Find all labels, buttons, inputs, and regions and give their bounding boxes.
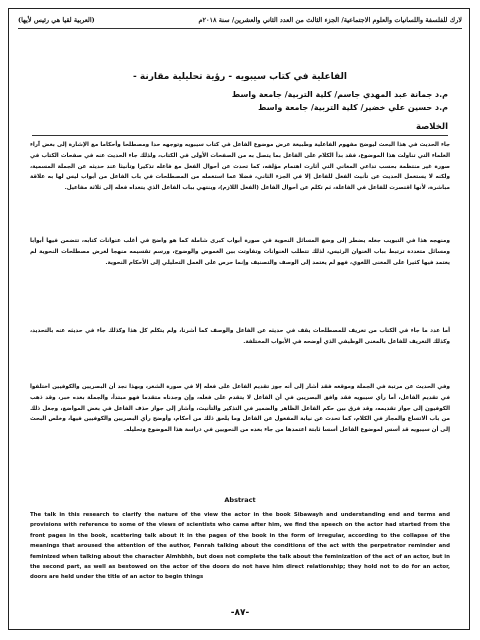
page-number: -٨٧-	[230, 608, 250, 618]
summary-heading: الخلاصة	[415, 122, 448, 132]
arabic-paragraph-1: جاء الحديث في هذا البحث ليوضح مفهوم الفاعلية وطبيعة عرض موضوع الفاعل في كتاب سيبويه وتوجهه حدا ومصطلحا وأحكاما مع الإشارة إلى بعض آراء العلماء التي تناولت هذا الموضوع، فقد بدأ الكلام على الفاعل بما يتصل به من الصفحات الأولى في الكتاب، ولذلك جاء الحديث عنه في صفحات الكتاب في صورة غير منتظمة بحسب تداعي المعاني التي أثارت اهتمام مؤلفه، كما تحدث عن أحوال الفعل مع فاعله تذكيرا وتأنيثا عند حديثه عن الجملة المسمية، ولكنه لا يستعمل الحديث عن تأنيث الفعل للفاعل إلا في الجزء الثاني، فضلا عما استعمله من المصطلحات في باب الفاعل من أبواب ليس لها به علاقة مباشرة، لأنها اقتصرت للفاعل في الفاعلة، ثم تكلم عن أحوال الفاعل (الفعل اللازم)، وينتهي بباب الفاعل الذي يتعداه فعله إلى ثلاثة مفاعيل.	[30, 142, 450, 192]
author-1: م.د جمانة عبد المهدي جاسم/ كلية التربية/ جامعة واسط	[231, 90, 448, 99]
summary-divider	[32, 135, 448, 136]
header-divider	[18, 28, 462, 29]
arabic-paragraph-4: وفي الحديث عن مرتبة في الجملة وموقعه فقد أشار إلى أنه جوز تقديم الفاعل على فعله إلا في صورة الشعر، وبهذا نجد أن البصريين والكوفيين اختلفوا في تقديم الفاعل، أما رأي سيبويه فقد وافق البصريين في أن الفاعل لا يتقدم على فعله، وإن وجدناه متقدما فهو مبتدأ، والجملة بعده خبر، وقد ذهب الكوفيون إلى جواز تقديمه، وقد فرق بين حكم الفاعل الظاهر والضمير في التذكير والتأنيث، وأشار إلى جواز حذف الفاعل في بعض المواضع، وجعل ذلك من باب الاتساع والمجاز في الكلام، كما تحدث عن نيابة المفعول عن الفاعل وما يلحق ذلك من أحكام، وأوضح رأي البصريين والكوفيين فيها، وخلص البحث إلى أن سيبويه قد أسس لموضوع الفاعل أسسا ثابتة اعتمدها من جاء بعده من النحويين في دراسة هذا الموضوع وتحليله.	[30, 384, 450, 434]
arabic-paragraph-2: ومنهجه هذا في التبويب جعله يضطر إلى وضع المسائل النحوية في صورة أبواب كبرى شاملة كما هو واضح في أغلب عنوانات كتابه، تتضمن فيها أبوابا ومسائل متعددة ترتبط بباب العنوان الرئيس، لذلك تتطلب العنوانات وتفاوتت بين الغموض والوضوح، ورسم تقسيمه منهجا لعرض مصطلحات النحوية لم يعتمد فيها كثيرا على المعنى اللغوي، فهو لم يعتمد إلى الوصف والتصنيف وإنما حرص على العمل التحليلي إلى الأحكام النحوية.	[30, 238, 450, 266]
journal-slogan: (العربية لقيا هي رئيس لأيها)	[18, 16, 95, 24]
arabic-paragraph-3: أما عدد ما جاء في الكتاب من تعريف للمصطلحات يقف في حديثه عن الفاعل والوصف كما أشرنا، ولم يتكلم كل هذا وكذلك جاء في حديثه عنه بالتحديد، وكذلك التعريف للفاعل بالمعنى الوظيفي الذي أوضحه في الأبواب المختلفة.	[30, 328, 450, 345]
author-2: م.د حسين علي خضير/ كلية التربية/ جامعة واسط	[258, 103, 448, 112]
abstract-heading: Abstract	[224, 496, 256, 504]
abstract-text: The talk in this research to clarify the nature of the view the actor in the book Sibawayh and understanding end and terms and provisions with reference to some of the views of scientists who came after him, we find the speech on the actor had started from the front pages in the book, scattering talk about it in the pages of the book in the form of irregular, according to the collapse of the meanings that aroused the attention of the author, Fenrah talking about the conditions of the act with the perpetrator reminder and feminized when talking about the character Almhbhh, but does not complete the talk about the feminization of the act of an actor, but in the second part, as well as bestowed on the actor of the doors do not have him direct relationship; they hold not to do for an actor, doors are held under the title of an actor to begin things	[30, 512, 450, 581]
author-list	[148, 88, 448, 114]
journal-name: لارك للفلسفة واللسانيات والعلوم الاجتماعية/ الجزء الثالث من العدد الثاني والعشرين/ سنة ٢٠١٨م	[198, 16, 462, 24]
running-header	[18, 14, 462, 26]
paper-title: الفاعلية في كتاب سيبويه - رؤية تحليلية مقارنة -	[133, 72, 347, 82]
